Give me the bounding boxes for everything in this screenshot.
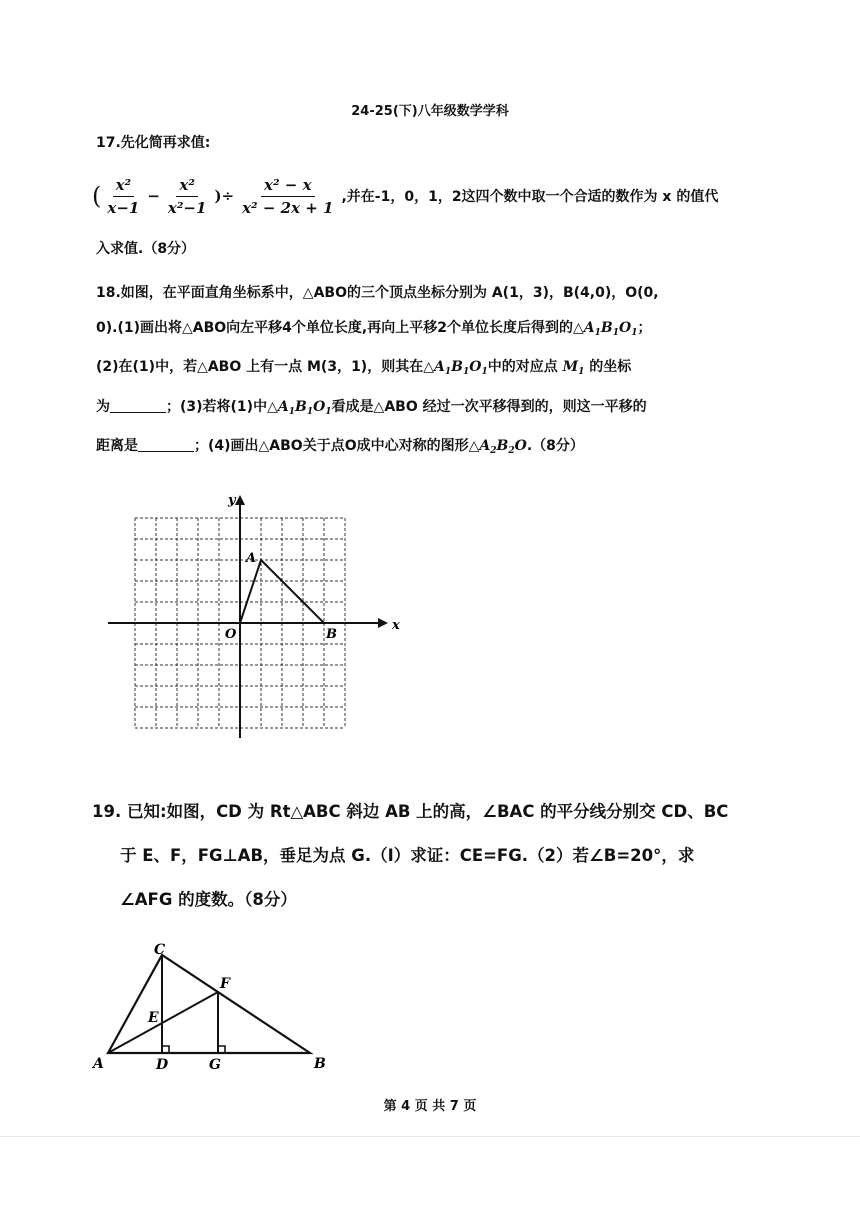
fraction-1-numerator: x² [113,175,135,197]
triangle-abc [108,955,310,1053]
symbol-o1-sub: 1 [631,327,638,338]
open-paren: ( [92,182,102,210]
page-header: 24-25(下)八年级数学学科 [351,104,509,119]
symbol-o-letter: O [514,438,527,454]
symbol-a1-letter: A [277,398,289,415]
symbol-m1-letter: M [562,359,579,375]
point-b-label: B [326,627,337,642]
q18-line4-text: ；(3)若将(1)中△ [166,398,278,415]
symbol-m1 [563,359,585,375]
fraction-1-denominator: x−1 [107,198,140,217]
symbol-b2-letter: B [496,438,509,454]
symbol-sub: 1 [444,367,452,377]
symbol-o1-letter: O [313,398,326,415]
q18-line2-text: 0).(1)画出将△ABO向左平移4个单位长度,再向上平移2个单位长度后得到的△ [96,319,584,336]
answer-blank-2[interactable] [138,437,194,452]
label-e: E [148,1010,159,1026]
fraction-2 [165,175,210,218]
q18-line3 [96,350,776,390]
label-f: F [220,976,230,992]
label-g: G [209,1057,221,1073]
q18-line4-start: 为 [96,398,110,415]
coordinate-grid-figure [100,490,400,745]
q18-line3-mid: 中的对应点 [487,359,558,375]
point-a-label: A [246,551,257,566]
q18-line2 [96,311,776,351]
label-a: A [93,1056,104,1072]
symbol-sub: 1 [462,367,470,377]
q19-text [92,790,772,922]
symbol-a2-letter: A [479,438,491,454]
q19-line2: 于 E、F，FG⊥AB，垂足为点 G.（I）求证：CE=FG.（2）若∠B=20°，求 [120,846,695,865]
q18-line5-text: ；(4)画出△ABO关于点O成中心对称的图形△ [194,438,480,454]
symbol-sub: 1 [481,367,488,377]
fraction-2-numerator: x² [176,175,198,197]
q18-line5-end: .（8分） [526,438,584,454]
q18-line5-start: 距离是 [96,438,138,454]
q18-line5 [96,429,776,469]
symbol-b1-letter: B [294,398,307,415]
answer-blank-1[interactable] [110,398,166,413]
fraction-3-denominator: x² − 2x + 1 [242,198,334,217]
fraction-3 [239,175,336,218]
symbol-a2b2o [479,438,526,454]
symbol-a1 [584,320,638,336]
label-c: C [154,942,166,958]
symbol-sub: 1 [325,406,332,417]
q18-text [96,276,776,469]
divide-sign: )÷ [214,187,235,205]
fraction-3-numerator: x² − x [261,175,314,197]
symbol-a1-letter: A [433,359,445,375]
q19-line1: 19. 已知:如图，CD 为 Rt△ABC 斜边 AB 上的高，∠BAC 的平分线分别交 CD、BC [92,802,729,821]
symbol-a1-letter: A [583,319,595,336]
symbol-a1-sub: 1 [594,327,601,338]
q18-line3-text: (2)在(1)中，若△ABO 上有一点 M(3，1)，则其在△ [96,359,434,375]
symbol-b1-letter: B [451,359,463,375]
q18-line4 [96,390,776,430]
symbol-o1-letter: O [469,359,482,375]
symbol-a1b1o1 [278,399,332,415]
symbol-o1-letter: O [619,319,632,336]
q17-title: 17.先化简再求值: [96,135,211,151]
q18-line3-end: 的坐标 [589,359,632,375]
x-axis-arrow [378,618,388,628]
label-b: B [314,1056,326,1072]
symbol-sub: 1 [288,406,295,417]
q17-instruction: ,并在-1，0，1，2这四个数中取一个合适的数作为 x 的值代 [341,189,719,205]
q18-line1: 18.如图，在平面直角坐标系中，△ABO的三个顶点坐标分别为 A(1，3)，B(4,0)，O(0, [96,285,659,301]
triangle-figure [88,940,338,1080]
q19-line3: ∠AFG 的度数。（8分） [120,890,297,909]
symbol-b1-sub: 1 [612,327,619,338]
symbol-sub: 1 [306,406,314,417]
symbol-b1-letter: B [600,319,613,336]
q18-line2-end: ； [637,319,652,336]
page-divider [0,1136,860,1137]
page-footer: 第 4 页 共 7 页 [383,1099,477,1114]
fraction-1 [104,175,142,218]
symbol-sub: 1 [578,367,585,377]
fraction-2-denominator: x²−1 [167,198,207,217]
q17-expression [92,170,718,222]
symbol-a1b1o1 [434,359,488,375]
y-axis-label: y [228,493,236,508]
symbol-sub: 2 [508,446,515,456]
q18-line4-end: 看成是△ABO 经过一次平移得到的，则这一平移的 [331,398,647,415]
minus-sign: − [147,187,160,205]
y-axis-arrow [235,495,245,505]
q17-line2: 入求值.（8分） [96,241,196,257]
origin-label: O [225,627,237,642]
x-axis-label: x [392,618,400,633]
label-d: D [156,1057,169,1073]
symbol-sub: 2 [490,446,497,456]
